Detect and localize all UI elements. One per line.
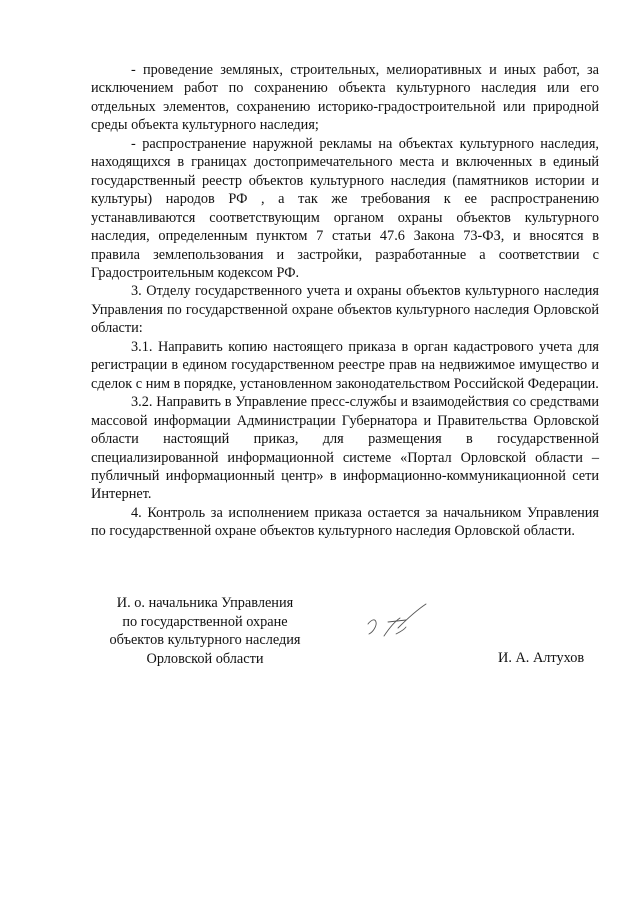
signatory-title-line: по государственной охране [122, 613, 288, 630]
paragraph-item-3: 3. Отделу государственного учета и охраны объектов культурного наследия Управления по государственной охране объектов культурного наследия Орловской области: [91, 283, 599, 337]
signatory-title-line: объектов культурного наследия [109, 632, 301, 648]
signatory-title-line: Орловской области [146, 650, 264, 667]
signatory-title-line: И. о. начальника Управления [116, 595, 294, 611]
paragraph-earthworks-restriction: - проведение земляных, строительных, мелиоративных и иных работ, за исключением работ по сохранению объекта культурного наследия или его отдельных элементов, сохранению историко-градостроительной или природной среды объекта культурного наследия; [91, 62, 599, 134]
signature-block [0, 594, 640, 674]
paragraph-item-4: 4. Контроль за исполнением приказа остается за начальником Управления по государственной охране объектов культурного наследия Орловской области. [91, 504, 599, 540]
paragraph-item-3-1: 3.1. Направить копию настоящего приказа в орган кадастрового учета для регистрации в едином государственном реестре прав на недвижимое имущество и сделок с ним в порядке, установленном законодательством Российской Федерации. [91, 338, 599, 392]
handwritten-signature [360, 598, 450, 648]
paragraph-item-3-2: 3.2. Направить в Управление пресс-службы и взаимодействия со средствами массовой информации Администрации Губернатора и Правительства Орловской области настоящий приказ, для размещения в государственной специализированной информационной системе «Портал Орловской области – публичный информационный центр» в информационно-коммуникационной сети Интернет. [91, 394, 599, 503]
signatory-name: И. А. Алтухов [498, 650, 585, 666]
document-body [91, 61, 599, 541]
paragraph-outdoor-advertising: - распространение наружной рекламы на объектах культурного наследия, находящихся в границах достопримечательного места и включенных в единый государственный реестр объектов культурного наследия (памятников истории и культуры) народов РФ , а так же требования к ее распространению устанавливаются соответствующим органом охраны объектов культурного наследия, определенным пунктом 7 статьи 47.6 Закона 73-ФЗ, и вносятся в правила землепользования и застройки, разработанные а соответствии с Градостроительным кодексом РФ. [91, 135, 599, 281]
signatory-title [92, 594, 318, 668]
